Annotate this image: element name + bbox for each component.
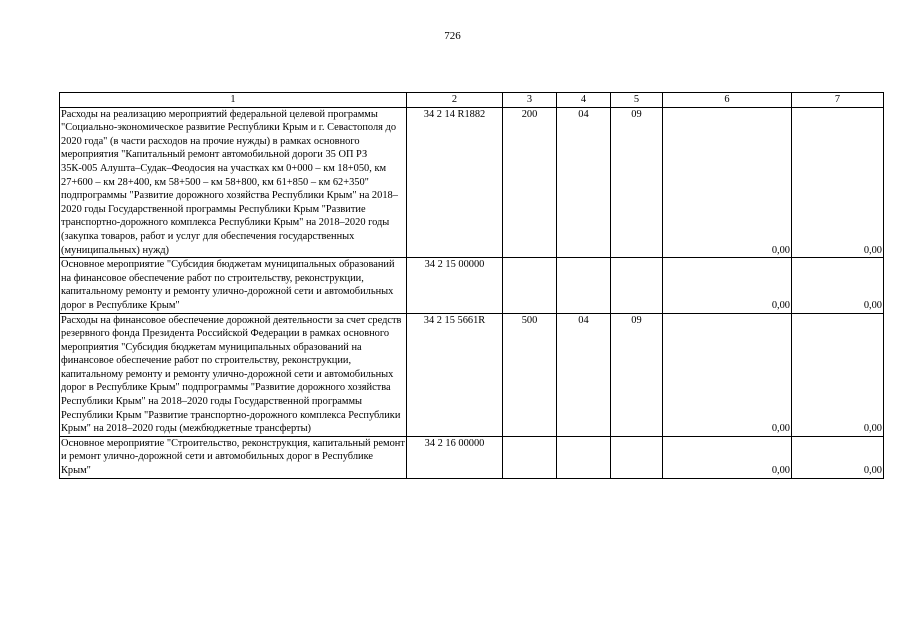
table-row	[60, 107, 884, 258]
row-amount-col6: 0,00	[663, 107, 792, 258]
row-col4	[557, 258, 611, 313]
row-code: 34 2 15 5661R	[407, 313, 503, 436]
column-header: 6	[663, 93, 792, 108]
row-code: 34 2 16 00000	[407, 436, 503, 478]
row-col4	[557, 436, 611, 478]
row-code: 34 2 15 00000	[407, 258, 503, 313]
row-description: Расходы на реализацию мероприятий федеральной целевой программы "Социально-экономическое развитие Республики Крым и г. Севастополя до 2020 года" (в части расходов на прочие нужды) в рамках основного мероприятия "Капитальный ремонт автомобильной дороги 35 ОП РЗ 35К-005 Алушта–Судак–Феодосия на участках км 0+000 – км 18+050, км 27+600 – км 28+400, км 58+500 – км 58+800, км 61+850 – км 62+350" подпрограммы "Развитие дорожного хозяйства Республики Крым" на 2018–2020 годы Государственной программы Республики Крым "Развитие транспортно-дорожного комплекса Республики Крым" на 2018–2020 годы (закупка товаров, работ и услуг для обеспечения государственных (муниципальных) нужд)	[60, 107, 407, 258]
row-amount-col7: 0,00	[792, 313, 884, 436]
row-col3: 200	[503, 107, 557, 258]
row-col3	[503, 436, 557, 478]
row-amount-col6: 0,00	[663, 313, 792, 436]
row-col5	[611, 258, 663, 313]
column-header: 5	[611, 93, 663, 108]
row-description: Основное мероприятие "Субсидия бюджетам муниципальных образований на финансовое обеспечение работ по строительству, реконструкции, капитальному ремонту и ремонту улично-дорожной сети и автомобильных дорог в Республике Крым"	[60, 258, 407, 313]
row-col5: 09	[611, 313, 663, 436]
row-description: Расходы на финансовое обеспечение дорожной деятельности за счет средств резервного фонда Президента Российской Федерации в рамках основного мероприятия "Субсидия бюджетам муниципальных образований на финансовое обеспечение работ по строительству, реконструкции, капитальному ремонту и ремонту улично-дорожной сети и автомобильных дорог в Республике Крым" подпрограммы "Развитие дорожного хозяйства Республики Крым" на 2018–2020 годы Государственной программы Республики Крым "Развитие транспортно-дорожного комплекса Республики Крым" на 2018–2020 годы (межбюджетные трансферты)	[60, 313, 407, 436]
column-header: 1	[60, 93, 407, 108]
page-number: 726	[444, 30, 461, 42]
table-row	[60, 258, 884, 313]
row-col5: 09	[611, 107, 663, 258]
row-col3	[503, 258, 557, 313]
row-description: Основное мероприятие "Строительство, реконструкция, капитальный ремонт и ремонт улично-дорожной сети и автомобильных дорог в Республике Крым"	[60, 436, 407, 478]
header-row	[60, 93, 884, 108]
table-row	[60, 313, 884, 436]
column-header: 2	[407, 93, 503, 108]
column-header: 3	[503, 93, 557, 108]
row-amount-col6: 0,00	[663, 436, 792, 478]
column-header: 4	[557, 93, 611, 108]
row-amount-col7: 0,00	[792, 258, 884, 313]
row-col5	[611, 436, 663, 478]
row-col3: 500	[503, 313, 557, 436]
row-amount-col7: 0,00	[792, 436, 884, 478]
row-amount-col6: 0,00	[663, 258, 792, 313]
row-col4: 04	[557, 313, 611, 436]
row-amount-col7: 0,00	[792, 107, 884, 258]
budget-table	[59, 92, 884, 479]
column-header: 7	[792, 93, 884, 108]
row-code: 34 2 14 R1882	[407, 107, 503, 258]
row-col4: 04	[557, 107, 611, 258]
table-row	[60, 436, 884, 478]
